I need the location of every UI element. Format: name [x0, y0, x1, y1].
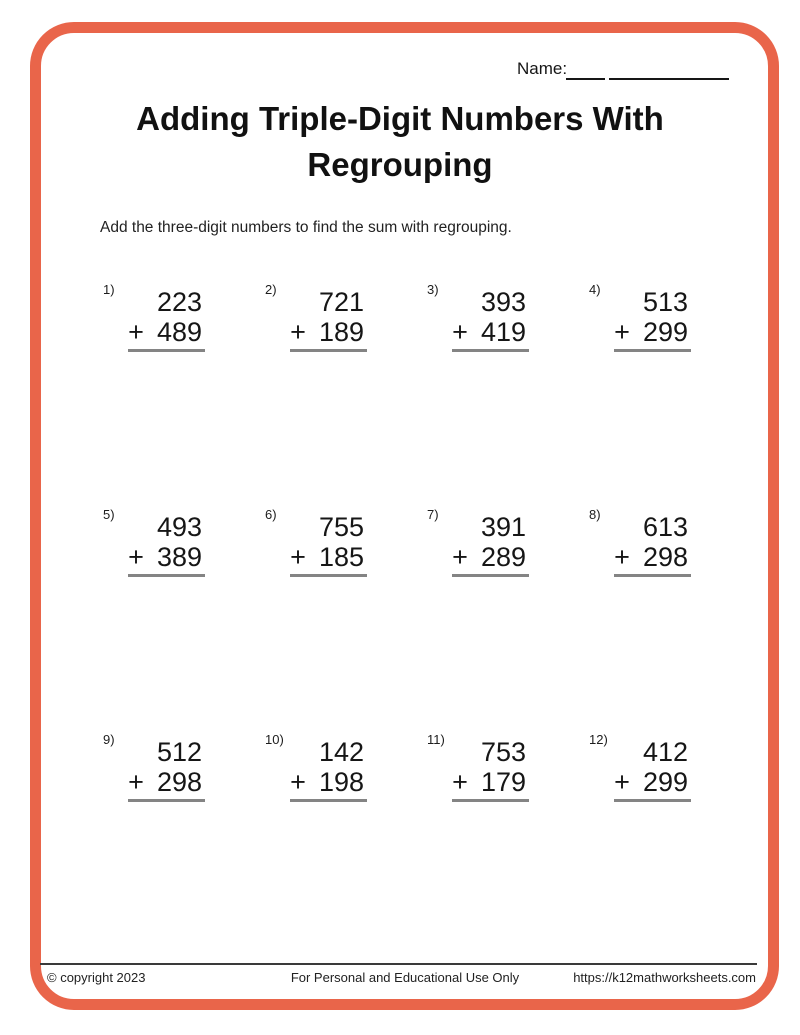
- addend-bottom-row: [427, 317, 526, 347]
- page-title: [25, 96, 775, 188]
- problem-number-label: 5): [103, 507, 115, 522]
- addition-problem: [427, 281, 526, 506]
- answer-line: [290, 349, 367, 352]
- plus-operator: +: [614, 542, 630, 572]
- name-blank-line-long: [609, 78, 729, 80]
- addend-top: 513: [642, 287, 688, 317]
- addition-problem: [589, 731, 688, 956]
- addition-problem: [103, 731, 202, 956]
- plus-operator: +: [614, 317, 630, 347]
- plus-operator: +: [452, 317, 468, 347]
- name-label: Name:: [517, 59, 568, 78]
- addend-bottom: 389: [156, 542, 202, 572]
- problem-number-label: 12): [589, 732, 608, 747]
- answer-line: [128, 574, 205, 577]
- addend-bottom-row: [265, 767, 364, 797]
- answer-line: [128, 349, 205, 352]
- plus-operator: +: [290, 542, 306, 572]
- plus-operator: +: [128, 317, 144, 347]
- name-blank-line-short: [566, 78, 605, 80]
- answer-line: [452, 574, 529, 577]
- answer-line: [614, 574, 691, 577]
- addend-bottom-row: [427, 542, 526, 572]
- addition-problem: [265, 731, 364, 956]
- problem-number-label: 7): [427, 507, 439, 522]
- answer-line: [614, 349, 691, 352]
- addend-bottom: 289: [480, 542, 526, 572]
- addition-problem: [265, 506, 364, 731]
- plus-operator: +: [290, 317, 306, 347]
- addition-problem: [427, 506, 526, 731]
- addend-bottom: 298: [642, 542, 688, 572]
- addend-top: 142: [318, 737, 364, 767]
- addition-problem: [103, 281, 202, 506]
- addend-top: 393: [480, 287, 526, 317]
- addend-top: 493: [156, 512, 202, 542]
- addend-bottom: 419: [480, 317, 526, 347]
- answer-line: [128, 799, 205, 802]
- addend-bottom: 198: [318, 767, 364, 797]
- addend-bottom: 179: [480, 767, 526, 797]
- addition-problem: [103, 506, 202, 731]
- problem-number-label: 8): [589, 507, 601, 522]
- page-title-line2: Regrouping: [307, 146, 493, 183]
- plus-operator: +: [128, 767, 144, 797]
- addend-top: 512: [156, 737, 202, 767]
- addend-top: 721: [318, 287, 364, 317]
- addend-top: 613: [642, 512, 688, 542]
- addend-bottom-row: [265, 317, 364, 347]
- instruction-text: Add the three-digit numbers to find the sum with regrouping.: [100, 219, 512, 236]
- addend-top: 753: [480, 737, 526, 767]
- addend-bottom-row: [427, 767, 526, 797]
- answer-line: [614, 799, 691, 802]
- answer-line: [452, 349, 529, 352]
- problem-number-label: 11): [427, 732, 445, 747]
- addend-bottom-row: [589, 767, 688, 797]
- problems-grid: [103, 281, 751, 956]
- addend-bottom-row: [103, 542, 202, 572]
- addend-bottom: 298: [156, 767, 202, 797]
- addend-bottom: 189: [318, 317, 364, 347]
- problem-number-label: 4): [589, 282, 601, 297]
- plus-operator: +: [452, 542, 468, 572]
- answer-line: [452, 799, 529, 802]
- addition-problem: [265, 281, 364, 506]
- answer-line: [290, 574, 367, 577]
- addend-top: 412: [642, 737, 688, 767]
- addition-problem: [589, 281, 688, 506]
- addition-problem: [589, 506, 688, 731]
- problem-number-label: 9): [103, 732, 115, 747]
- problem-number-label: 1): [103, 282, 115, 297]
- addend-bottom: 299: [642, 317, 688, 347]
- addend-bottom-row: [589, 317, 688, 347]
- addend-bottom: 489: [156, 317, 202, 347]
- footer-usage-note: For Personal and Educational Use Only: [290, 970, 520, 985]
- plus-operator: +: [290, 767, 306, 797]
- footer-website-url: https://k12mathworksheets.com: [573, 970, 756, 985]
- addend-bottom-row: [103, 767, 202, 797]
- problem-number-label: 3): [427, 282, 439, 297]
- problem-number-label: 10): [265, 732, 284, 747]
- addend-top: 755: [318, 512, 364, 542]
- footer-copyright: © copyright 2023: [47, 970, 146, 985]
- plus-operator: +: [128, 542, 144, 572]
- addend-top: 223: [156, 287, 202, 317]
- plus-operator: +: [614, 767, 630, 797]
- problem-number-label: 6): [265, 507, 277, 522]
- addend-top: 391: [480, 512, 526, 542]
- addend-bottom: 299: [642, 767, 688, 797]
- plus-operator: +: [452, 767, 468, 797]
- addition-problem: [427, 731, 526, 956]
- page-title-line1: Adding Triple-Digit Numbers With: [136, 100, 664, 137]
- problem-number-label: 2): [265, 282, 277, 297]
- answer-line: [290, 799, 367, 802]
- addend-bottom-row: [265, 542, 364, 572]
- addend-bottom-row: [589, 542, 688, 572]
- footer-divider: [40, 963, 757, 965]
- addend-bottom: 185: [318, 542, 364, 572]
- addend-bottom-row: [103, 317, 202, 347]
